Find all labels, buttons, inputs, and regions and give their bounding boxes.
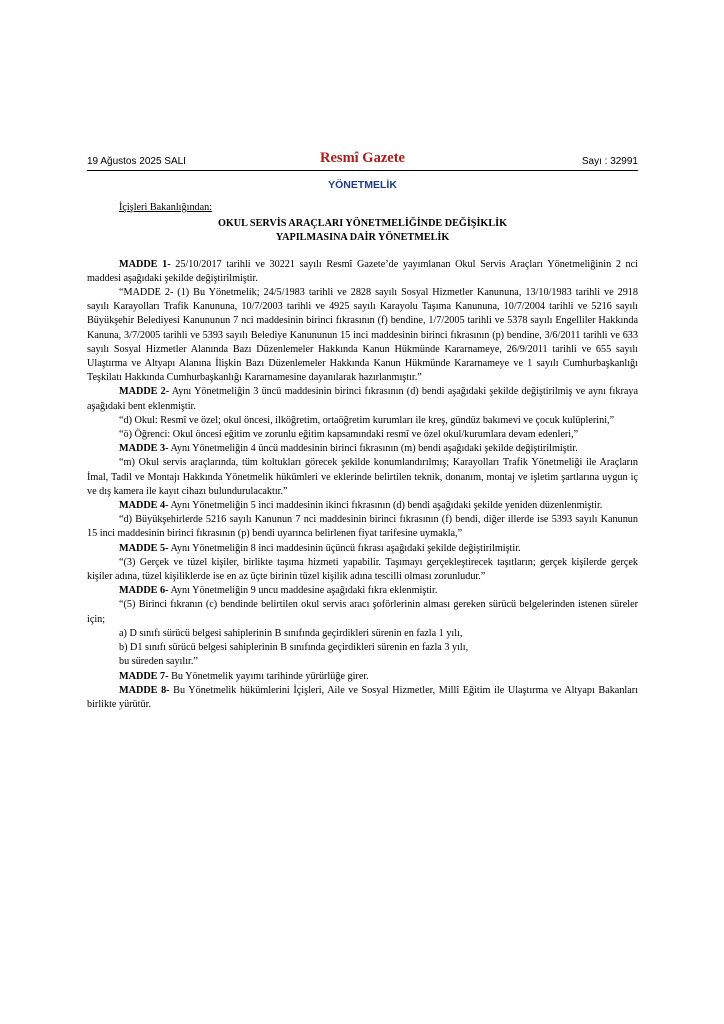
article-6: [87, 584, 638, 598]
article-4-quote: “d) Büyükşehirlerde 5216 sayılı Kanunun 7 nci maddesinin birinci fıkrasının (f) bendi, diğer illerde ise 5393 sayılı Kanunun 15 inci maddesinin birinci fıkrasının (p) bendi uyarınca belirlenen fiyat tarifesine uymakla,”: [87, 514, 638, 540]
article-4: [87, 499, 638, 513]
article-1: [87, 258, 638, 286]
ministry-line: İçişleri Bakanlığından:: [119, 202, 213, 213]
article-6-item-a: a) D sınıfı sürücü belgesi sahiplerinin B sınıfında geçirdikleri sürenin en fazla 1 yılı,: [119, 627, 463, 639]
article-1-quote: “MADDE 2- (1) Bu Yönetmelik; 24/5/1983 tarihli ve 2828 sayılı Sosyal Hizmetler Kanununa, 13/10/1983 tarihli ve 2918 sayılı Karayolları Trafik Kanununa, 10/7/2003 tarihli ve 4925 sayılı Karayolu Taşıma Kanununa, 10/7/2004 tarihli ve 5216 sayılı Büyükşehir Belediyesi Kanununun 7 nci maddesinin birinci fıkrasının (f) bendine, 1/7/2005 tarihli ve 5378 sayılı Engelliler Hakkında Kanuna, 3/7/2005 tarihli ve 5393 sayılı Belediye Kanununun 15 inci maddesinin birinci fıkrasının (p) bendine, 3/6/2011 tarihli ve 633 sayılı Sosyal Hizmetler Alanında Bazı Düzenlemeler Hakkında Kanun Hükmünde Kararnameye, 26/9/2011 tarihli ve 655 sayılı Ulaştırma ve Altyapı Alanına İlişkin Bazı Düzenlemeler Hakkında Kanun Hükmünde Kararnameye ve 1 sayılı Cumhurbaşkanlığı Teşkilatı Hakkında Cumhurbaşkanlığı Kararnamesine dayanılarak hazırlanmıştır.”: [87, 287, 638, 384]
issue-date: 19 Ağustos 2025 SALI: [87, 156, 186, 167]
article-5-quote: “(3) Gerçek ve tüzel kişiler, birlikte taşıma hizmeti yapabilir. Taşımayı gerçekleştirecek taşıtların; gerçek kişilerde gerçek kişiler adına, tüzel kişiliklerde ise en az üçte birinin tüzel kişilik adına tescilli olması zorunludur.”: [87, 556, 638, 583]
regulation-body: [87, 201, 638, 712]
article-label: MADDE 1-: [119, 258, 171, 270]
article-6-quote: “(5) Birinci fıkranın (c) bendinde belirtilen okul servis aracı şoförlerinin alması gereken sürücü belgelerinden istenen süreler için;: [87, 599, 638, 625]
article-text: Aynı Yönetmeliğin 9 uncu maddesine aşağıdaki fıkra eklenmiştir.: [168, 585, 438, 597]
gazette-header: [87, 150, 638, 172]
article-2-quote-d: “d) Okul: Resmî ve özel; okul öncesi, ilköğretim, ortaöğretim kurumları ile kreş, gündüz bakımevi ve çocuk kulüplerini,”: [119, 414, 615, 426]
article-text: Bu Yönetmelik hükümlerini İçişleri, Aile ve Sosyal Hizmetler, Millî Eğitim ile Ulaştırma ve Altyapı Bakanları birlikte yürütür.: [87, 684, 639, 710]
article-2-quote-o: “ö) Öğrenci: Okul öncesi eğitim ve zorunlu eğitim kapsamındaki resmî ve özel okul/kurumlara devam edenleri,”: [119, 429, 579, 441]
article-3-quote: “m) Okul servis araçlarında, tüm koltukları görecek şekilde konumlandırılmış; Karayolları Trafik Yönetmeliği ile Araçların İmal, Tadil ve Montajı Hakkında Yönetmelik hükümleri ve eklerinde belirtilen teknik, donanım, montaj ve işletim şartlarına uygun iç ve dış kamera ile kayıt cihazı bulundurulacaktır.”: [87, 457, 638, 497]
article-6-item-b: b) D1 sınıfı sürücü belgesi sahiplerinin B sınıfında geçirdikleri sürenin en fazla 3 yılı,: [119, 642, 469, 654]
article-label: MADDE 4-: [119, 500, 169, 512]
header-rule: [87, 170, 638, 171]
article-text: Bu Yönetmelik yayımı tarihinde yürürlüğe girer.: [168, 670, 369, 682]
article-5: [87, 542, 638, 556]
article-3: [87, 442, 638, 456]
article-label: MADDE 3-: [119, 443, 169, 455]
article-label: MADDE 5-: [119, 542, 169, 554]
article-2: [87, 385, 638, 413]
article-6-item-end: bu süreden sayılır.”: [119, 656, 198, 668]
article-text: Aynı Yönetmeliğin 5 inci maddesinin ikinci fıkrasının (d) bendi aşağıdaki şekilde yeniden düzenlenmiştir.: [168, 500, 603, 512]
article-7: [87, 670, 638, 684]
gazette-title: Resmî Gazete: [320, 150, 405, 166]
article-text: 25/10/2017 tarihli ve 30221 sayılı Resmî Gazete’de yayımlanan Okul Servis Araçları Yönetmeliğinin 2 nci maddesi aşağıdaki şekilde değiştirilmiştir.: [87, 258, 638, 284]
article-text: Aynı Yönetmeliğin 4 üncü maddesinin birinci fıkrasının (m) bendi aşağıdaki şekilde değiştirilmiştir.: [168, 443, 578, 455]
article-text: Aynı Yönetmeliğin 3 üncü maddesinin birinci fıkrasının (d) bendi aşağıdaki şekilde değiştirilmiş ve aynı fıkraya aşağıdaki bent eklenmiştir.: [87, 386, 638, 412]
article-label: MADDE 6-: [119, 585, 169, 597]
doc-title-line-1: OKUL SERVİS ARAÇLARI YÖNETMELİĞİNDE DEĞİŞİKLİK: [217, 218, 508, 230]
doc-title-line-2: YAPILMASINA DAİR YÖNETMELİK: [275, 232, 450, 244]
article-label: MADDE 2-: [119, 386, 170, 398]
article-8: [87, 684, 638, 712]
article-label: MADDE 7-: [119, 670, 169, 682]
article-label: MADDE 8-: [119, 684, 170, 696]
section-heading: YÖNETMELİK: [328, 179, 397, 191]
article-text: Aynı Yönetmeliğin 8 inci maddesinin üçüncü fıkrası aşağıdaki şekilde değiştirilmiştir.: [168, 542, 521, 554]
issue-number: Sayı : 32991: [581, 156, 638, 167]
